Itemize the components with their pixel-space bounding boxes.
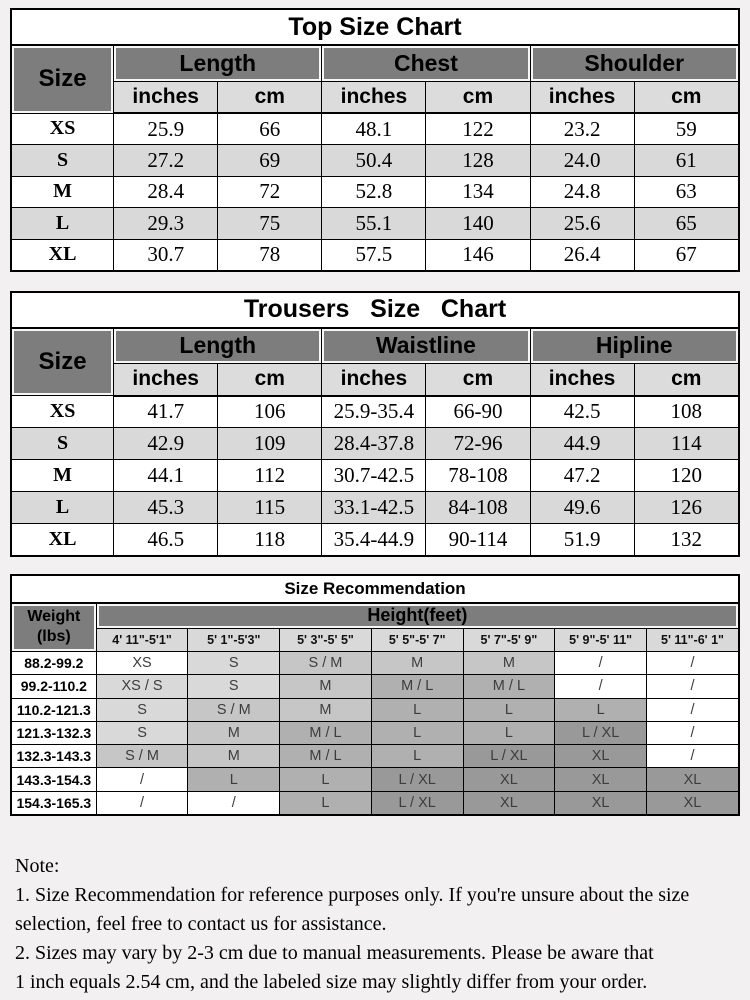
recommended-size-cell: L / XL xyxy=(371,791,463,814)
value-cell: 108 xyxy=(634,396,739,428)
height-range-header: 5' 7"-5' 9" xyxy=(463,629,555,652)
value-cell: 47.2 xyxy=(530,460,634,492)
unit-header: inches xyxy=(114,81,218,113)
unit-header: cm xyxy=(426,364,530,396)
unit-header-row xyxy=(11,364,739,396)
size-label: M xyxy=(11,460,114,492)
unit-header: inches xyxy=(322,364,426,396)
recommendation-row xyxy=(11,721,739,744)
waistline-group-header: Waistline xyxy=(322,328,530,364)
weight-range-label: 154.3-165.3 xyxy=(11,791,96,814)
recommended-size-cell: L xyxy=(280,791,372,814)
value-cell: 49.6 xyxy=(530,492,634,524)
recommended-size-cell: S / M xyxy=(188,698,280,721)
value-cell: 134 xyxy=(426,176,530,208)
value-cell: 35.4-44.9 xyxy=(322,524,426,556)
spacer xyxy=(10,272,740,291)
recommended-size-cell: L xyxy=(371,721,463,744)
length-group-header: Length xyxy=(114,45,322,81)
value-cell: 30.7-42.5 xyxy=(322,460,426,492)
table-row xyxy=(11,524,739,556)
weight-range-label: 88.2-99.2 xyxy=(11,652,96,675)
weight-range-label: 99.2-110.2 xyxy=(11,675,96,698)
height-group-header: Height(feet) xyxy=(96,603,739,629)
unit-header-row xyxy=(11,81,739,113)
value-cell: 106 xyxy=(218,396,322,428)
table-row xyxy=(11,396,739,428)
recommended-size-cell: S xyxy=(96,698,188,721)
size-column-header: Size xyxy=(11,45,114,113)
height-range-header: 5' 11"-6' 1" xyxy=(646,629,739,652)
weight-range-label: 110.2-121.3 xyxy=(11,698,96,721)
recommended-size-cell: L / XL xyxy=(555,721,647,744)
recommendation-row xyxy=(11,791,739,814)
recommended-size-cell: S / M xyxy=(280,652,372,675)
recommended-size-cell: L xyxy=(188,768,280,791)
table-row xyxy=(11,492,739,524)
recommended-size-cell: L / XL xyxy=(463,745,555,768)
size-label: XL xyxy=(11,524,114,556)
value-cell: 44.9 xyxy=(530,428,634,460)
value-cell: 122 xyxy=(426,113,530,145)
recommended-size-cell: XS xyxy=(96,652,188,675)
value-cell: 42.5 xyxy=(530,396,634,428)
value-cell: 33.1-42.5 xyxy=(322,492,426,524)
value-cell: 146 xyxy=(426,239,530,271)
trousers-size-chart-title: Trousers Size Chart xyxy=(11,292,739,328)
value-cell: 72-96 xyxy=(426,428,530,460)
table-row xyxy=(11,145,739,177)
note-line: Note: xyxy=(15,854,60,877)
recommended-size-cell: / xyxy=(646,652,739,675)
recommended-size-cell: M xyxy=(463,652,555,675)
spacer xyxy=(10,557,740,574)
unit-header: inches xyxy=(530,81,634,113)
unit-header: inches xyxy=(530,364,634,396)
recommended-size-cell: M / L xyxy=(280,745,372,768)
value-cell: 112 xyxy=(218,460,322,492)
trousers-size-chart-table xyxy=(10,291,740,557)
unit-header: cm xyxy=(634,364,739,396)
value-cell: 55.1 xyxy=(322,208,426,240)
value-cell: 52.8 xyxy=(322,176,426,208)
recommended-size-cell: / xyxy=(188,791,280,814)
top-size-chart-table xyxy=(10,8,740,272)
recommended-size-cell: / xyxy=(555,675,647,698)
chest-group-header: Chest xyxy=(322,45,530,81)
recommended-size-cell: XL xyxy=(463,791,555,814)
table-row xyxy=(11,113,739,145)
unit-header: cm xyxy=(426,81,530,113)
recommended-size-cell: / xyxy=(646,721,739,744)
table-title-row xyxy=(11,292,739,328)
recommended-size-cell: XL xyxy=(555,745,647,768)
recommended-size-cell: / xyxy=(96,791,188,814)
group-header-row xyxy=(11,328,739,364)
value-cell: 24.8 xyxy=(530,176,634,208)
value-cell: 59 xyxy=(634,113,739,145)
recommended-size-cell: M / L xyxy=(463,675,555,698)
unit-header: cm xyxy=(634,81,739,113)
length-group-header: Length xyxy=(114,328,322,364)
value-cell: 90-114 xyxy=(426,524,530,556)
value-cell: 75 xyxy=(218,208,322,240)
value-cell: 126 xyxy=(634,492,739,524)
size-label: XL xyxy=(11,239,114,271)
value-cell: 44.1 xyxy=(114,460,218,492)
height-range-header: 5' 5"-5' 7" xyxy=(371,629,463,652)
value-cell: 57.5 xyxy=(322,239,426,271)
recommended-size-cell: M xyxy=(188,745,280,768)
value-cell: 50.4 xyxy=(322,145,426,177)
table-title-row xyxy=(11,575,739,603)
recommended-size-cell: M xyxy=(371,652,463,675)
recommended-size-cell: / xyxy=(555,652,647,675)
weight-range-label: 143.3-154.3 xyxy=(11,768,96,791)
size-label: L xyxy=(11,208,114,240)
recommendation-row xyxy=(11,652,739,675)
recommended-size-cell: L xyxy=(555,698,647,721)
size-label: L xyxy=(11,492,114,524)
value-cell: 118 xyxy=(218,524,322,556)
value-cell: 26.4 xyxy=(530,239,634,271)
size-label: S xyxy=(11,428,114,460)
recommendation-row xyxy=(11,745,739,768)
recommended-size-cell: M xyxy=(188,721,280,744)
recommended-size-cell: XL xyxy=(463,768,555,791)
weight-header-line1: Weight xyxy=(27,608,81,626)
unit-header: inches xyxy=(322,81,426,113)
recommended-size-cell: XS / S xyxy=(96,675,188,698)
recommended-size-cell: L / XL xyxy=(371,768,463,791)
value-cell: 45.3 xyxy=(114,492,218,524)
value-cell: 61 xyxy=(634,145,739,177)
value-cell: 25.9-35.4 xyxy=(322,396,426,428)
recommended-size-cell: XL xyxy=(646,791,739,814)
size-column-header: Size xyxy=(11,328,114,396)
value-cell: 66-90 xyxy=(426,396,530,428)
value-cell: 140 xyxy=(426,208,530,240)
recommended-size-cell: XL xyxy=(555,768,647,791)
recommended-size-cell: / xyxy=(646,675,739,698)
value-cell: 25.9 xyxy=(114,113,218,145)
recommended-size-cell: S / M xyxy=(96,745,188,768)
value-cell: 41.7 xyxy=(114,396,218,428)
unit-header: cm xyxy=(218,364,322,396)
height-range-header: 5' 3"-5' 5" xyxy=(280,629,372,652)
height-range-header: 5' 1"-5'3" xyxy=(188,629,280,652)
weight-range-label: 121.3-132.3 xyxy=(11,721,96,744)
note-line: 1. Size Recommendation for reference purposes only. If you're unsure about the size xyxy=(15,883,690,906)
recommended-size-cell: S xyxy=(188,652,280,675)
size-label: M xyxy=(11,176,114,208)
value-cell: 27.2 xyxy=(114,145,218,177)
value-cell: 48.1 xyxy=(322,113,426,145)
value-cell: 78-108 xyxy=(426,460,530,492)
unit-header: inches xyxy=(114,364,218,396)
value-cell: 24.0 xyxy=(530,145,634,177)
table-title-row xyxy=(11,9,739,45)
height-header-row xyxy=(11,603,739,629)
recommended-size-cell: L xyxy=(463,721,555,744)
recommended-size-cell: XL xyxy=(646,768,739,791)
value-cell: 132 xyxy=(634,524,739,556)
value-cell: 67 xyxy=(634,239,739,271)
note-line: 1 inch equals 2.54 cm, and the labeled size may slightly differ from your order. xyxy=(15,970,648,993)
hipline-group-header: Hipline xyxy=(530,328,739,364)
note-line: 2. Sizes may vary by 2-3 cm due to manual measurements. Please be aware that xyxy=(15,941,654,964)
value-cell: 84-108 xyxy=(426,492,530,524)
value-cell: 109 xyxy=(218,428,322,460)
note-section xyxy=(15,852,740,997)
size-label: XS xyxy=(11,113,114,145)
recommended-size-cell: S xyxy=(188,675,280,698)
table-row xyxy=(11,428,739,460)
value-cell: 128 xyxy=(426,145,530,177)
weight-header-line2: (lbs) xyxy=(36,628,71,646)
value-cell: 42.9 xyxy=(114,428,218,460)
unit-header: cm xyxy=(218,81,322,113)
recommended-size-cell: S xyxy=(96,721,188,744)
recommendation-row xyxy=(11,698,739,721)
size-label: XS xyxy=(11,396,114,428)
group-header-row xyxy=(11,45,739,81)
value-cell: 120 xyxy=(634,460,739,492)
value-cell: 63 xyxy=(634,176,739,208)
recommended-size-cell: / xyxy=(96,768,188,791)
table-row xyxy=(11,208,739,240)
recommended-size-cell: M xyxy=(280,675,372,698)
weight-column-header xyxy=(11,603,96,652)
value-cell: 69 xyxy=(218,145,322,177)
recommended-size-cell: L xyxy=(371,698,463,721)
recommendation-row xyxy=(11,675,739,698)
size-recommendation-table xyxy=(10,574,740,816)
value-cell: 25.6 xyxy=(530,208,634,240)
table-row xyxy=(11,176,739,208)
value-cell: 72 xyxy=(218,176,322,208)
recommended-size-cell: M / L xyxy=(280,721,372,744)
recommended-size-cell: L xyxy=(463,698,555,721)
size-recommendation-body xyxy=(11,652,739,815)
recommended-size-cell: L xyxy=(280,768,372,791)
recommended-size-cell: M xyxy=(280,698,372,721)
top-size-chart-title: Top Size Chart xyxy=(11,9,739,45)
recommended-size-cell: / xyxy=(646,745,739,768)
value-cell: 28.4 xyxy=(114,176,218,208)
height-range-header: 4' 11"-5'1" xyxy=(96,629,188,652)
value-cell: 115 xyxy=(218,492,322,524)
trousers-size-chart-body xyxy=(11,396,739,556)
shoulder-group-header: Shoulder xyxy=(530,45,739,81)
value-cell: 51.9 xyxy=(530,524,634,556)
top-size-chart-body xyxy=(11,113,739,271)
height-range-header: 5' 9"-5' 11" xyxy=(555,629,647,652)
value-cell: 23.2 xyxy=(530,113,634,145)
table-row xyxy=(11,239,739,271)
note-line: selection, feel free to contact us for assistance. xyxy=(15,912,387,935)
value-cell: 114 xyxy=(634,428,739,460)
recommended-size-cell: L xyxy=(371,745,463,768)
value-cell: 46.5 xyxy=(114,524,218,556)
recommended-size-cell: XL xyxy=(555,791,647,814)
value-cell: 65 xyxy=(634,208,739,240)
recommended-size-cell: / xyxy=(646,698,739,721)
height-range-row xyxy=(11,629,739,652)
value-cell: 28.4-37.8 xyxy=(322,428,426,460)
weight-range-label: 132.3-143.3 xyxy=(11,745,96,768)
table-row xyxy=(11,460,739,492)
recommended-size-cell: M / L xyxy=(371,675,463,698)
value-cell: 29.3 xyxy=(114,208,218,240)
recommendation-row xyxy=(11,768,739,791)
value-cell: 66 xyxy=(218,113,322,145)
value-cell: 30.7 xyxy=(114,239,218,271)
size-label: S xyxy=(11,145,114,177)
value-cell: 78 xyxy=(218,239,322,271)
size-recommendation-title: Size Recommendation xyxy=(11,575,739,603)
